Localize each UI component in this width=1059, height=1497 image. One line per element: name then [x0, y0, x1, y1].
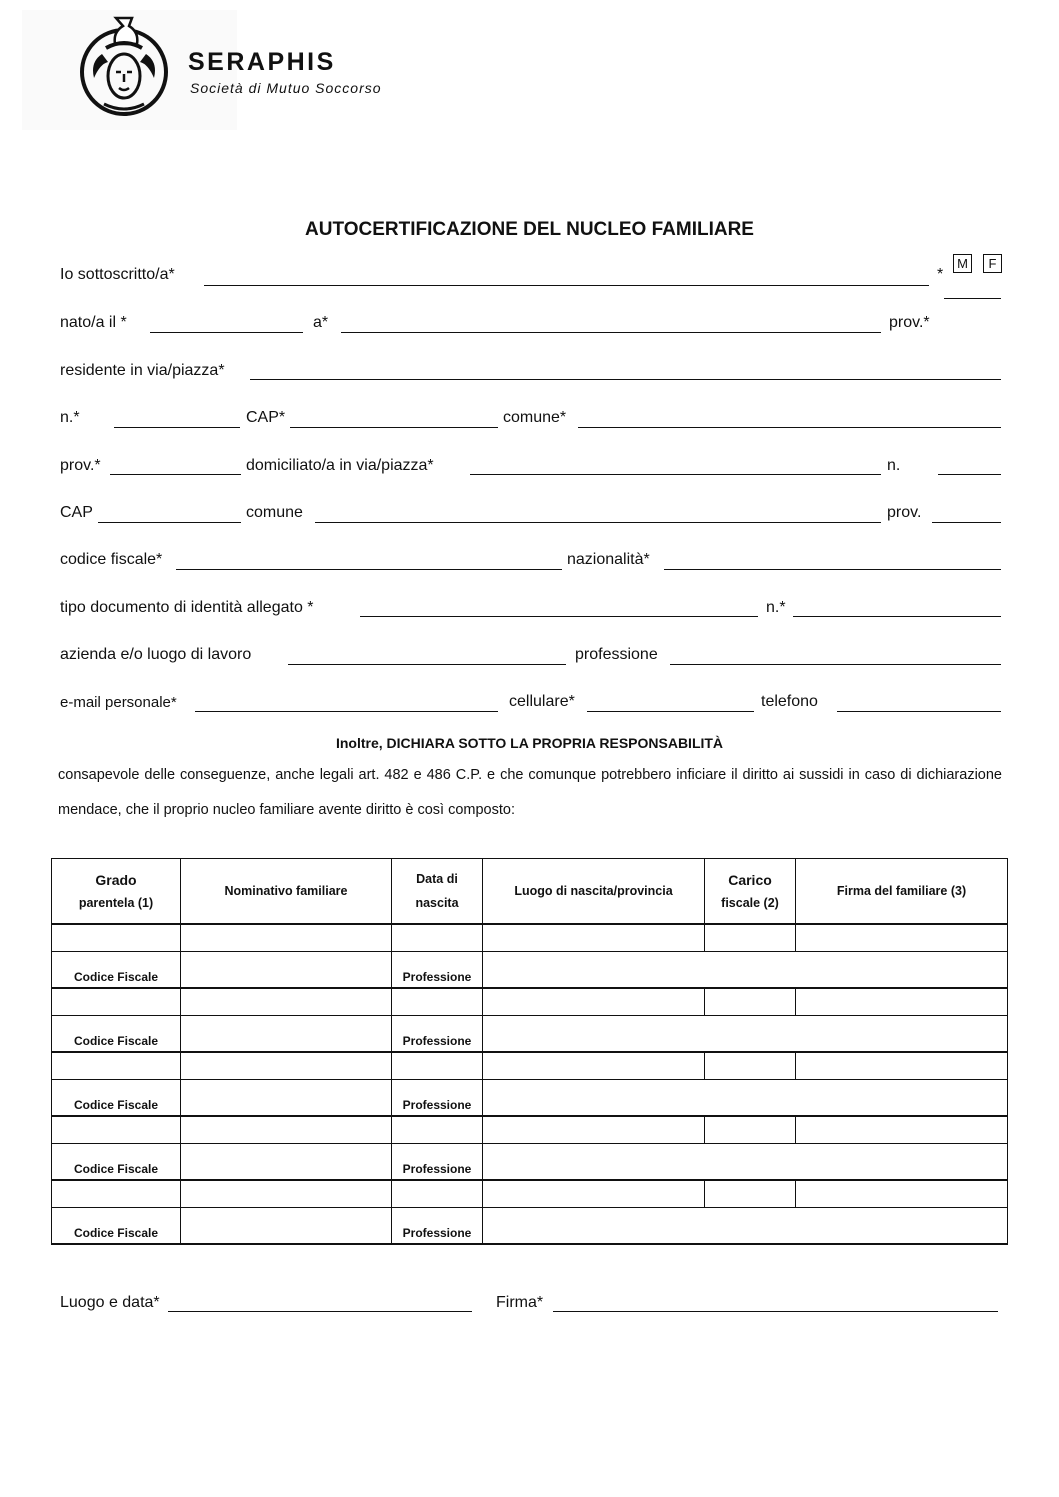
seraphis-logo-icon [78, 14, 170, 118]
email-label: e-mail personale* [60, 694, 177, 711]
codice-fiscale-row-label: Codice Fiscale [73, 1225, 159, 1240]
codice-fiscale-label-cell [52, 1016, 181, 1053]
carico-fiscale-cell[interactable] [705, 1052, 796, 1080]
header-carico-line1: Carico [728, 872, 772, 888]
prov-dom-label: prov. [887, 504, 922, 521]
email-field[interactable] [195, 711, 498, 712]
professione-row-label: Professione [402, 1033, 472, 1048]
header-grado-line2: parentela (1) [78, 896, 154, 910]
brand-tagline: Società di Mutuo Soccorso [190, 80, 382, 96]
declaration-line-2: mendace, che il proprio nucleo familiare avente diritto è così composto: [58, 802, 515, 818]
codice-fiscale-label-cell [52, 1144, 181, 1181]
professione-row-label: Professione [402, 1225, 472, 1240]
sottoscritto-label: Io sottoscritto/a* [60, 266, 175, 283]
codice-fiscale-row-label: Codice Fiscale [73, 1097, 159, 1112]
codice-fiscale-row-label: Codice Fiscale [73, 1033, 159, 1048]
civico-dom-label: n. [887, 457, 901, 474]
professione-value-cell[interactable] [483, 1208, 1008, 1245]
data-nascita-cell[interactable] [392, 1116, 483, 1144]
tipo-documento-label: tipo documento di identità allegato * [60, 599, 314, 616]
nazionalita-label: nazionalità* [567, 551, 650, 568]
cellulare-label: cellulare* [509, 693, 575, 710]
firma-label: Firma* [496, 1294, 544, 1311]
telefono-field[interactable] [837, 711, 1001, 712]
table-row-detail [52, 1016, 1008, 1053]
grado-cell[interactable] [52, 1052, 181, 1080]
carico-fiscale-cell[interactable] [705, 1116, 796, 1144]
comune-res-field[interactable] [578, 427, 1001, 428]
civico-label: n.* [60, 409, 80, 426]
data-nascita-cell[interactable] [392, 924, 483, 952]
luogo-nascita-cell[interactable] [483, 1180, 705, 1208]
luogo-nascita-cell[interactable] [483, 924, 705, 952]
declaration-heading: Inoltre, DICHIARA SOTTO LA PROPRIA RESPONSABILITÀ [335, 735, 724, 751]
luogo-nascita-label: a* [313, 314, 329, 331]
codice-fiscale-row-label: Codice Fiscale [73, 1161, 159, 1176]
professione-label-cell [392, 1080, 483, 1117]
nominativo-cell[interactable] [181, 1052, 392, 1080]
prov-res-label: prov.* [60, 457, 101, 474]
comune-res-label: comune* [503, 409, 567, 426]
numero-documento-field[interactable] [793, 616, 1001, 617]
nato-il-label: nato/a il * [60, 314, 127, 331]
professione-label-cell [392, 952, 483, 989]
domiciliato-field[interactable] [470, 474, 881, 475]
codice-fiscale-value-cell[interactable] [181, 1080, 392, 1117]
codice-fiscale-label-cell [52, 1080, 181, 1117]
table-row [52, 1052, 1008, 1080]
nato-il-field[interactable] [150, 332, 303, 333]
codice-fiscale-row-label: Codice Fiscale [73, 969, 159, 984]
header-firma: Firma del familiare (3) [796, 859, 1008, 925]
table-header-row [52, 859, 1008, 925]
civico-dom-field[interactable] [938, 474, 1001, 475]
cap-res-label: CAP* [246, 409, 286, 426]
sottoscritto-field[interactable] [204, 285, 929, 286]
luogo-nascita-cell[interactable] [483, 1116, 705, 1144]
table-row-detail [52, 1144, 1008, 1181]
azienda-field[interactable] [288, 664, 566, 665]
codice-fiscale-value-cell[interactable] [181, 1208, 392, 1245]
brand-name: SERAPHIS [188, 48, 336, 76]
header-luogo: Luogo di nascita/provincia [483, 859, 705, 925]
professione-row-label: Professione [402, 1161, 472, 1176]
nazionalita-field[interactable] [664, 569, 1001, 570]
grado-cell[interactable] [52, 1116, 181, 1144]
professione-label: professione [575, 646, 658, 663]
header-grado-line1: Grado [95, 872, 137, 888]
table-row-detail [52, 1208, 1008, 1245]
data-nascita-cell[interactable] [392, 1052, 483, 1080]
sottoscritto-asterisk: * [937, 266, 944, 283]
domiciliato-label: domiciliato/a in via/piazza* [246, 457, 434, 474]
codice-fiscale-field[interactable] [176, 569, 562, 570]
codice-fiscale-label: codice fiscale* [60, 551, 163, 568]
codice-fiscale-value-cell[interactable] [181, 952, 392, 989]
codice-fiscale-label-cell [52, 1208, 181, 1245]
professione-label-cell [392, 1144, 483, 1181]
cellulare-field[interactable] [587, 711, 754, 712]
cap-dom-field[interactable] [98, 522, 241, 523]
prov-res-field[interactable] [110, 474, 241, 475]
luogo-data-field[interactable] [168, 1311, 472, 1312]
cap-res-field[interactable] [290, 427, 498, 428]
table-row [52, 1116, 1008, 1144]
professione-row-label: Professione [402, 969, 472, 984]
nominativo-cell[interactable] [181, 1180, 392, 1208]
page-title: AUTOCERTIFICAZIONE DEL NUCLEO FAMILIARE [305, 219, 754, 240]
firma-familiare-cell[interactable] [796, 1180, 1008, 1208]
numero-documento-label: n.* [766, 599, 786, 616]
luogo-nascita-field[interactable] [341, 332, 881, 333]
firma-familiare-cell[interactable] [796, 1116, 1008, 1144]
sex-m-checkbox[interactable]: M [953, 254, 972, 273]
carico-fiscale-cell[interactable] [705, 1180, 796, 1208]
firma-field[interactable] [553, 1311, 998, 1312]
prov-nascita-label: prov.* [889, 314, 930, 331]
luogo-nascita-cell[interactable] [483, 988, 705, 1016]
civico-field[interactable] [114, 427, 240, 428]
residente-field[interactable] [250, 379, 1001, 380]
table-row-detail [52, 952, 1008, 989]
data-nascita-cell[interactable] [392, 1180, 483, 1208]
professione-row-label: Professione [402, 1097, 472, 1112]
family-table [51, 858, 1008, 1245]
sex-field[interactable] [944, 298, 1001, 299]
codice-fiscale-value-cell[interactable] [181, 1144, 392, 1181]
table-row-detail [52, 1080, 1008, 1117]
professione-value-cell[interactable] [483, 1016, 1008, 1053]
luogo-data-label: Luogo e data* [60, 1294, 160, 1311]
sex-f-checkbox[interactable]: F [983, 254, 1002, 273]
professione-value-cell[interactable] [483, 1080, 1008, 1117]
codice-fiscale-value-cell[interactable] [181, 1016, 392, 1053]
prov-dom-field[interactable] [932, 522, 1001, 523]
professione-label-cell [392, 1016, 483, 1053]
data-nascita-cell[interactable] [392, 988, 483, 1016]
header-data-line1: Data di [416, 872, 458, 886]
header-data [392, 859, 483, 925]
declaration-line-1: consapevole delle conseguenze, anche legali art. 482 e 486 C.P. e che comunque potrebbero inficiare il diritto ai sussidi in caso di dichiarazione [58, 767, 1002, 783]
table-row [52, 1180, 1008, 1208]
professione-value-cell[interactable] [483, 1144, 1008, 1181]
nominativo-cell[interactable] [181, 1116, 392, 1144]
professione-value-cell[interactable] [483, 952, 1008, 989]
luogo-nascita-cell[interactable] [483, 1052, 705, 1080]
professione-field[interactable] [670, 664, 1001, 665]
firma-familiare-cell[interactable] [796, 924, 1008, 952]
tipo-documento-field[interactable] [360, 616, 758, 617]
professione-label-cell [392, 1208, 483, 1245]
header-grado [52, 859, 181, 925]
comune-dom-label: comune [246, 504, 303, 521]
cap-dom-label: CAP [60, 504, 93, 521]
azienda-label: azienda e/o luogo di lavoro [60, 646, 252, 663]
nominativo-cell[interactable] [181, 988, 392, 1016]
telefono-label: telefono [761, 693, 818, 710]
table-row [52, 924, 1008, 952]
header-nominativo: Nominativo familiare [181, 859, 392, 925]
firma-familiare-cell[interactable] [796, 1052, 1008, 1080]
table-row [52, 988, 1008, 1016]
carico-fiscale-cell[interactable] [705, 924, 796, 952]
comune-dom-field[interactable] [315, 522, 881, 523]
grado-cell[interactable] [52, 1180, 181, 1208]
header-data-line2: nascita [415, 896, 459, 910]
codice-fiscale-label-cell [52, 952, 181, 989]
nominativo-cell[interactable] [181, 924, 392, 952]
residente-label: residente in via/piazza* [60, 362, 225, 379]
grado-cell[interactable] [52, 988, 181, 1016]
header-carico-line2: fiscale (2) [721, 896, 779, 910]
carico-fiscale-cell[interactable] [705, 988, 796, 1016]
header-carico [705, 859, 796, 925]
grado-cell[interactable] [52, 924, 181, 952]
firma-familiare-cell[interactable] [796, 988, 1008, 1016]
